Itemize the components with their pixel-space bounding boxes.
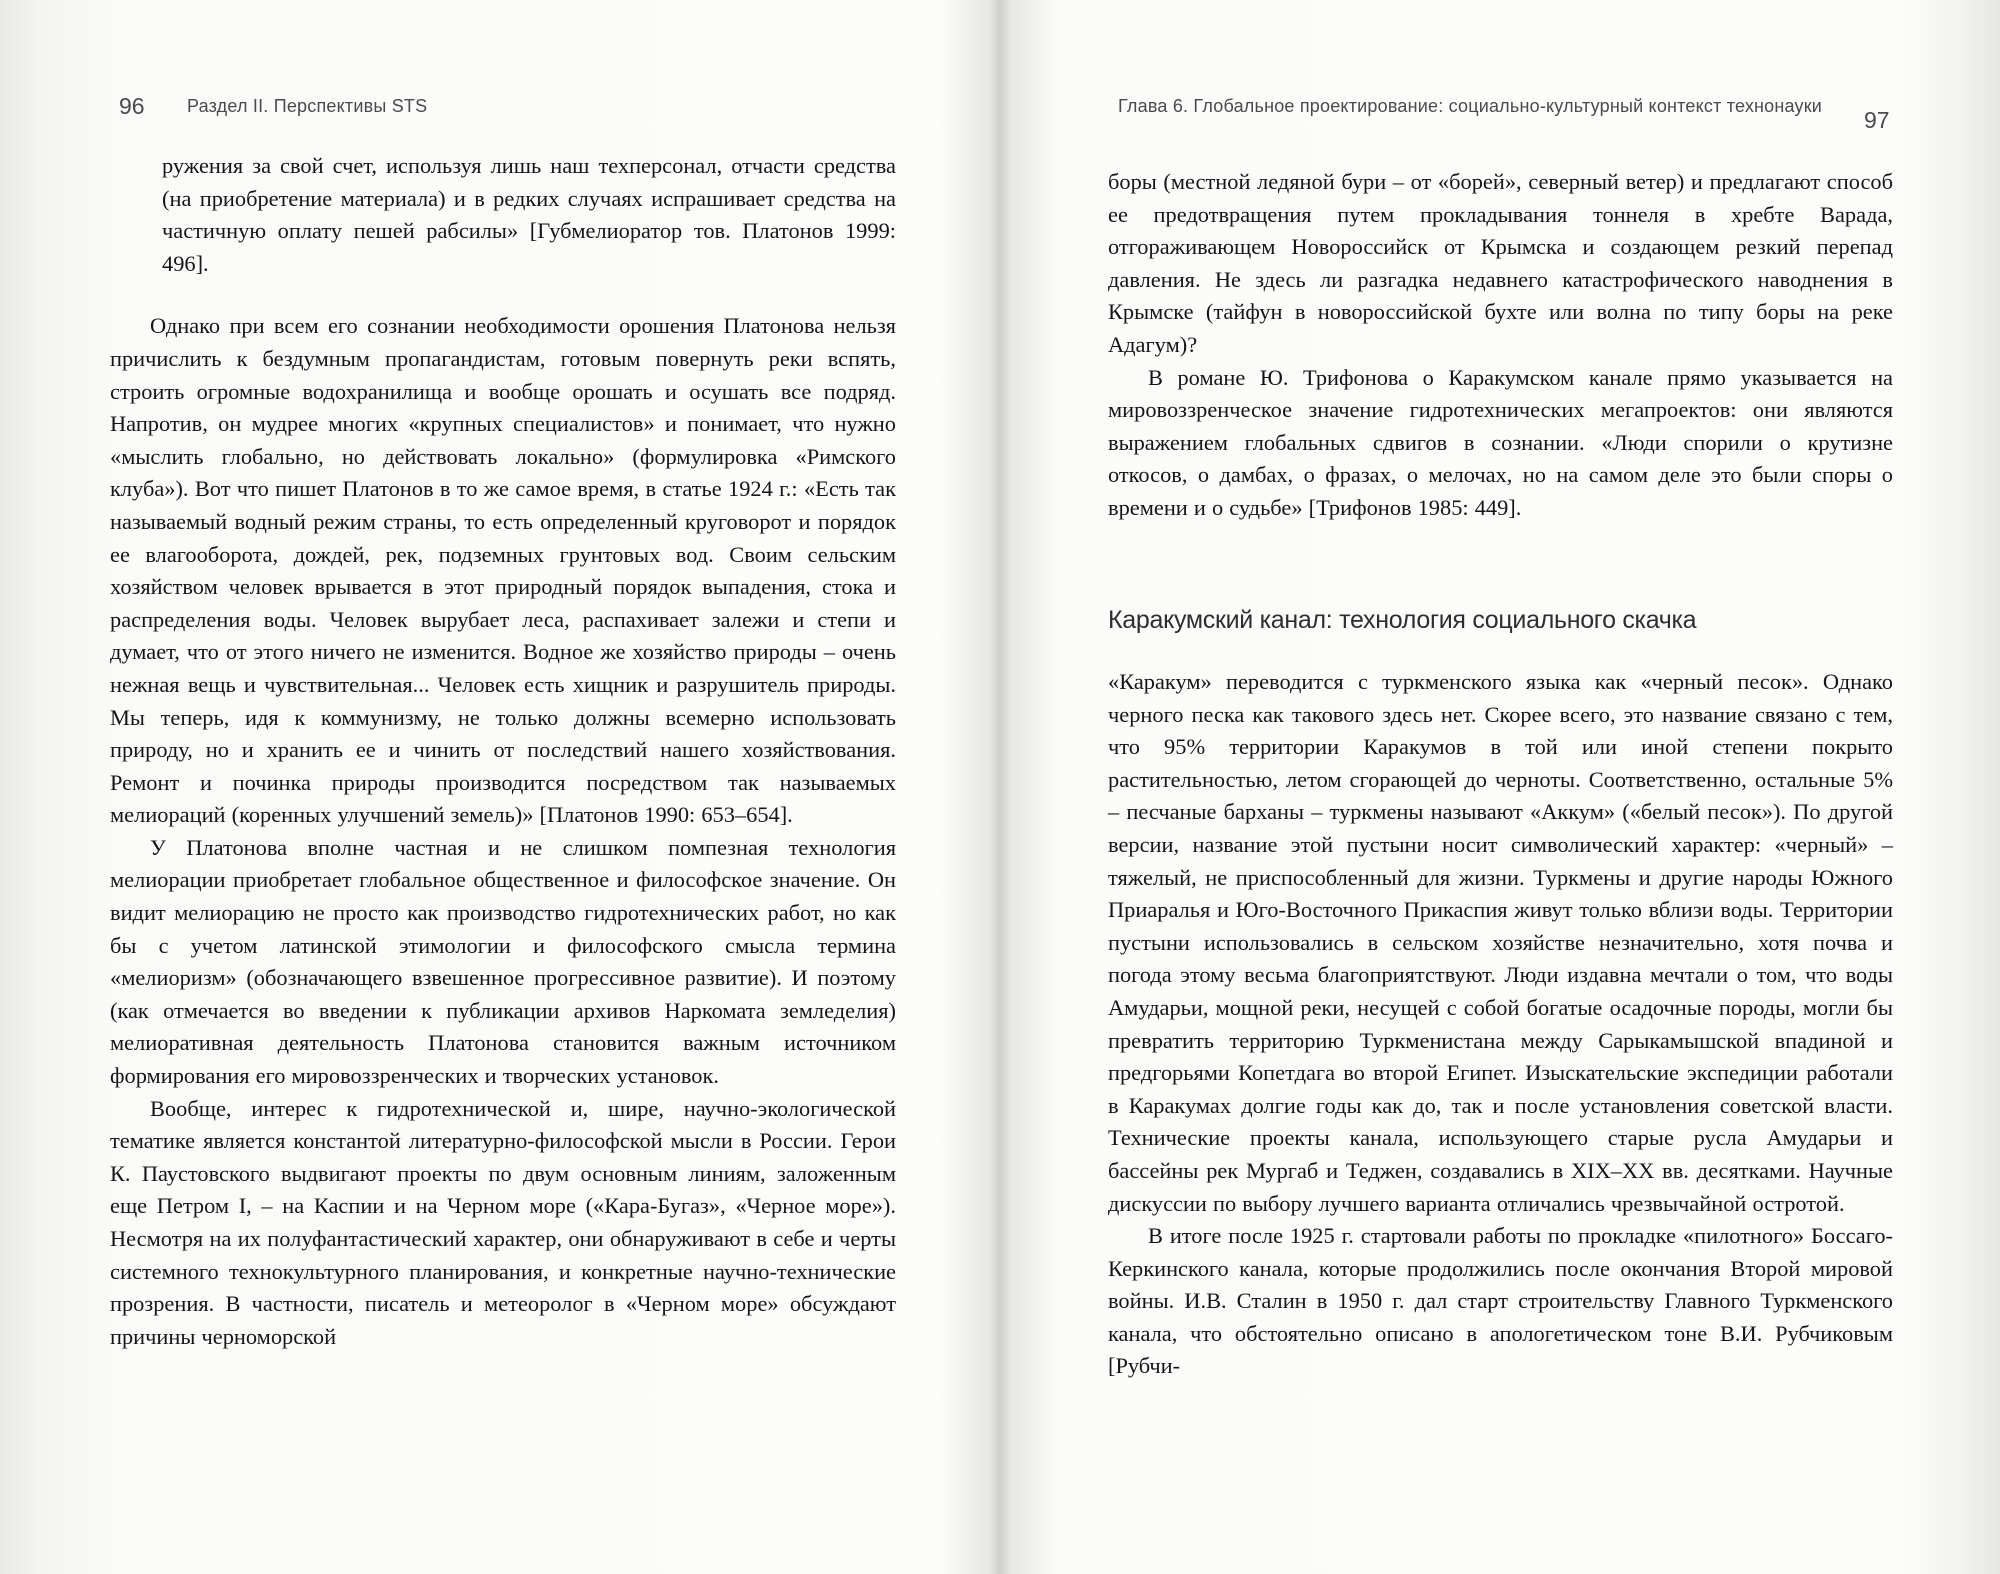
left-page-number: 96 bbox=[119, 93, 145, 119]
left-paragraph-3: У Платонова вполне частная и не слишком помпезная технология мелиорации приобретает глобальное общественное и философское значение. Он видит мелиорацию не просто как производство гидротехнических работ, но как бы с учетом латинской этимологии и философского смысла термина «мелиоризм» (обозначающего взвешенное прогрессивное развитие). И поэтому (как отмечается во введении к публикации архивов Наркомата земледелия) мелиоративная деятельность Платонова становится важным источником формирования его мировоззренческих и творческих установок. bbox=[110, 834, 896, 1089]
right-text-column-top bbox=[1108, 166, 1893, 525]
left-paragraph-1: ружения за свой счет, используя лишь наш техперсонал, отчасти средства (на приобретение материала) и в редких случаях испрашивает средства на частичную оплату пешей рабсилы» [Губмелиоратор тов. Платонов 1999: 496]. bbox=[162, 153, 896, 276]
right-paragraph-3: «Каракум» переводится с туркменского языка как «черный песок». Однако черного песка как такового здесь нет. Скорее всего, это название связано с тем, что 95% территории Каракумов в той или иной степени покрыто растительностью, летом сгорающей до черноты. Соответственно, остальные 5% – песчаные барханы – туркмены называют «Аккум» («белый песок»). По другой версии, название этой пустыни носит символический характер: «черный» – тяжелый, не приспособленный для жизни. Туркмены и другие народы Южного Приаралья и Юго-Восточного Прикаспия живут только вблизи воды. Территории пустыни использовались в сельском хозяйстве незначительно, хотя почва и погода этому весьма благоприятствуют. Люди издавна мечтали о том, что воды Амударьи, мощной реки, несущей с собой богатые осадочные породы, могли бы превратить территорию Туркменистана между Сарыкамышской впадиной и предгорьями Копетдага во второй Египет. Изыскательские экспедиции работали в Каракумах долгие годы как до, так и после установления советской власти. Технические проекты канала, использующего старые русла Амударьи и бассейны рек Мургаб и Теджен, создавались в XIX–XX вв. десятками. Научные дискуссии по выбору лучшего варианта отличались чрезвычайной остротой. bbox=[1108, 669, 1893, 1216]
right-page-number: 97 bbox=[1864, 107, 1890, 133]
left-paragraph-2: Однако при всем его сознании необходимости орошения Платонова нельзя причислить к бездумным пропагандистам, готовым повернуть реки вспять, строить огромные водохранилища и вообще орошать и осушать все подряд. Напротив, он мудрее многих «крупных специалистов» и понимает, что нужно «мыслить глобально, но действовать локально» (формулировка «Римского клуба»). Вот что пишет Платонов в то же самое время, в статье 1924 г.: «Есть так называемый водный режим страны, то есть определенный круговорот и порядок ее влагооборота, дождей, рек, подземных грунтовых вод. Своим сельским хозяйством человек врывается в этот природный порядок выпадения, стока и распределения воды. Человек вырубает леса, распахивает залежи и степи и думает, что от этого ничего не изменится. Водное же хозяйство природы – очень нежная вещь и чувствительная... Человек есть хищник и разрушитель природы. Мы теперь, идя к коммунизму, не только должны всемерно использовать природу, но и хранить ее и чинить от последствий нашего хозяйствования. Ремонт и починка природы производится посредством так называемых мелиораций (коренных улучшений земель)» [Платонов 1990: 653–654]. bbox=[110, 313, 896, 828]
left-text-column bbox=[110, 150, 896, 1353]
right-paragraph-4: В итоге после 1925 г. стартовали работы по прокладке «пилотного» Боссаго-Керкинского канала, которые продолжились после окончания Второй мировой войны. И.В. Сталин в 1950 г. дал старт строительству Главного Туркменского канала, что обстоятельно описано в апологетическом тоне В.И. Рубчиковым [Рубчи- bbox=[1108, 1223, 1893, 1379]
left-paragraph-4: Вообще, интерес к гидротехнической и, шире, научно-экологической тематике является константой литературно-философской мысли в России. Герои К. Паустовского выдвигают проекты по двум основным линиям, заложенным еще Петром I, – на Каспии и на Черном море («Кара-Бугаз», «Черное море»). Несмотря на их полуфантастический характер, они обнаруживают в себе и черты системного технокультурного планирования, и конкретные научно-технические прозрения. В частности, писатель и метеоролог в «Черном море» обсуждают причины черноморской bbox=[110, 1095, 896, 1349]
right-page bbox=[1000, 0, 2000, 1574]
right-paragraph-2: В романе Ю. Трифонова о Каракумском канале прямо указывается на мировоззренческое значение гидротехнических мегапроектов: они являются выражением глобальных сдвигов в сознании. «Люди спорили о крутизне откосов, о дамбах, о фразах, о мелочах, но на самом деле это были споры о времени и о судьбе» [Трифонов 1985: 449]. bbox=[1108, 364, 1893, 520]
right-running-head: Глава 6. Глобальное проектирование: социально-культурный контекст технонауки bbox=[1118, 96, 1823, 116]
section-heading: Каракумский канал: технология социального скачка bbox=[1108, 606, 1697, 634]
right-text-column-bottom bbox=[1108, 666, 1893, 1383]
left-running-head: Раздел II. Перспективы STS bbox=[187, 96, 428, 116]
right-paragraph-1: боры (местной ледяной бури – от «борей», северный ветер) и предлагают способ ее предотвращения путем прокладывания тоннеля в хребте Варада, отгораживающем Новороссийск от Крымска и создающем резкий перепад давления. Не здесь ли разгадка недавнего катастрофического наводнения в Крымске (тайфун в новороссийской бухте или волна по типу боры на реке Адагум)? bbox=[1108, 169, 1893, 357]
